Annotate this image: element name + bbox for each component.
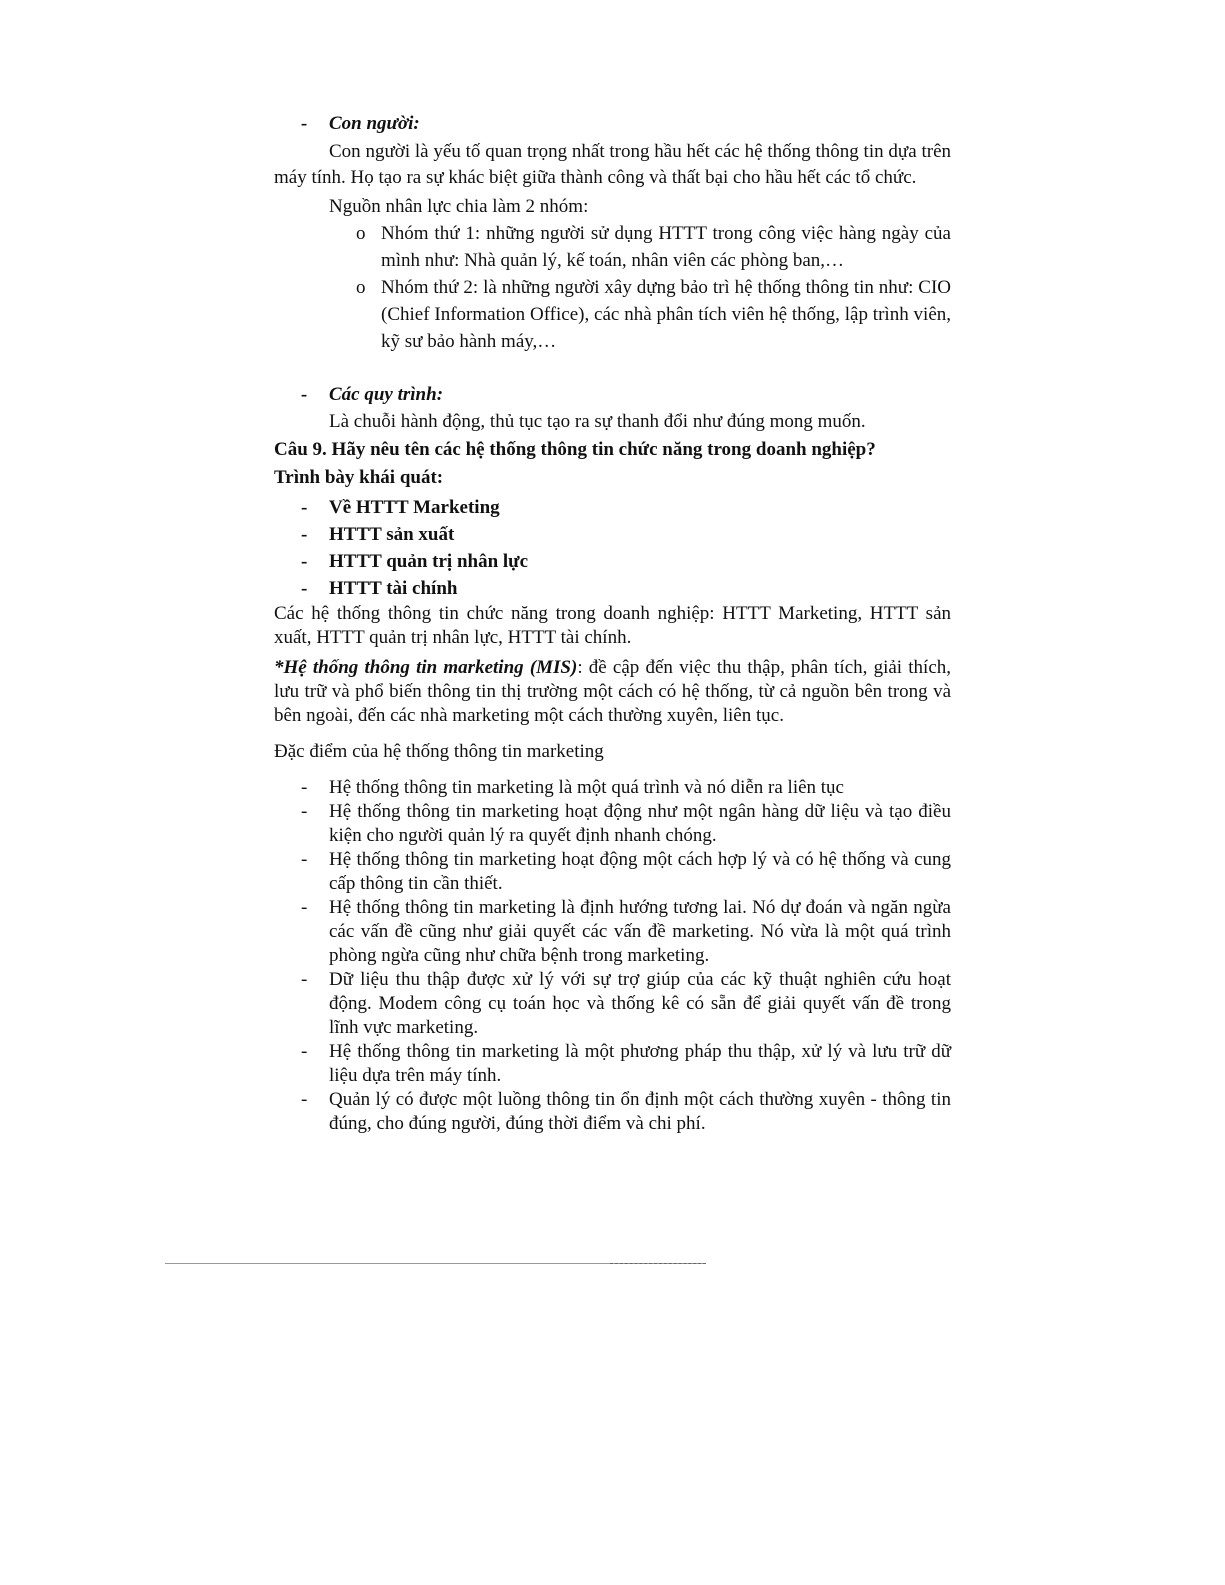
question-9-title: Câu 9. Hãy nêu tên các hệ thống thông tin chức năng trong doanh nghiệp? Trình bày khái quát: bbox=[274, 439, 876, 488]
dash-marker: - bbox=[301, 524, 308, 545]
dash-marker: - bbox=[301, 897, 308, 918]
mis-term: *Hệ thống thông tin marketing (MIS) bbox=[274, 657, 578, 678]
dash-marker: - bbox=[301, 497, 308, 518]
people-group-2-text: Nhóm thứ 2: là những người xây dựng bảo trì hệ thống thông tin như: CIO (Chief Information Office), các nhà phân tích viên hệ thống, lập trình viên, kỹ sư bảo hành máy,… bbox=[381, 277, 951, 352]
people-group-1 bbox=[274, 220, 951, 274]
procedures-heading bbox=[274, 383, 951, 407]
footnote-separator-dashed bbox=[610, 1263, 706, 1264]
list-item bbox=[274, 1040, 951, 1088]
dash-marker: - bbox=[301, 777, 308, 798]
list-item bbox=[274, 521, 951, 548]
list-item bbox=[274, 776, 951, 800]
procedures-paragraph: Là chuỗi hành động, thủ tục tạo ra sự thanh đổi như đúng mong muốn. bbox=[329, 411, 866, 432]
list-item-text: Dữ liệu thu thập được xử lý với sự trợ giúp của các kỹ thuật nghiên cứu hoạt động. Modem công cụ toán học và thống kê có sẵn để giải quyết vấn đề trong lĩnh vực marketing. bbox=[329, 969, 951, 1038]
mis-features-list bbox=[274, 776, 951, 1136]
mis-features-title: Đặc điểm của hệ thống thông tin marketing bbox=[274, 741, 604, 762]
section-mis bbox=[274, 656, 951, 1136]
list-item bbox=[274, 896, 951, 968]
dash-marker: - bbox=[301, 113, 308, 134]
dash-marker: - bbox=[301, 801, 308, 822]
section-people bbox=[274, 112, 951, 355]
circle-bullet-icon: o bbox=[356, 277, 366, 298]
list-item bbox=[274, 968, 951, 1040]
dash-marker: - bbox=[301, 578, 308, 599]
mis-definition-text: : đề cập đến việc thu thập, phân tích, giải thích, lưu trữ và phổ biến thông tin thị trường một cách có hệ thống, từ cả nguồn bên trong và bên ngoài, đến các nhà marketing một cách thường xuyên, liên tục. bbox=[274, 657, 952, 726]
people-group-1-text: Nhóm thứ 1: những người sử dụng HTTT trong công việc hàng ngày của mình như: Nhà quản lý, kế toán, nhân viên các phòng ban,… bbox=[381, 223, 951, 271]
list-item bbox=[274, 575, 951, 602]
list-item-text: Hệ thống thông tin marketing là định hướng tương lai. Nó dự đoán và ngăn ngừa các vấn đề cũng như giải quyết các vấn đề marketing. Nó vừa là một quá trình phòng ngừa cũng như chữa bệnh trong marketing. bbox=[329, 897, 951, 966]
dash-marker: - bbox=[301, 969, 308, 990]
list-item-text: Hệ thống thông tin marketing hoạt động như một ngân hàng dữ liệu và tạo điều kiện cho người quản lý ra quyết định nhanh chóng. bbox=[329, 801, 951, 846]
dash-marker: - bbox=[301, 1089, 308, 1110]
footnote-separator bbox=[165, 1263, 706, 1264]
list-item bbox=[274, 548, 951, 575]
question-9-summary: Các hệ thống thông tin chức năng trong doanh nghiệp: HTTT Marketing, HTTT sản xuất, HTTT quản trị nhân lực, HTTT tài chính. bbox=[274, 603, 951, 648]
people-paragraph: Con người là yếu tố quan trọng nhất trong hầu hết các hệ thống thông tin dựa trên máy tính. Họ tạo ra sự khác biệt giữa thành công và thất bại cho hầu hết các tổ chức. bbox=[274, 141, 951, 188]
list-item bbox=[274, 800, 951, 848]
list-item-text: HTTT tài chính bbox=[329, 578, 458, 599]
list-item-text: HTTT quản trị nhân lực bbox=[329, 551, 529, 572]
list-item-text: Quản lý có được một luồng thông tin ổn định một cách thường xuyên - thông tin đúng, cho đúng người, đúng thời điểm và chi phí. bbox=[329, 1089, 951, 1134]
list-item bbox=[274, 848, 951, 896]
list-item-text: Hệ thống thông tin marketing là một phương pháp thu thập, xử lý và lưu trữ dữ liệu dựa trên máy tính. bbox=[329, 1041, 951, 1086]
question-9-list bbox=[274, 494, 951, 602]
mis-definition bbox=[274, 656, 951, 728]
list-item-text: HTTT sản xuất bbox=[329, 524, 455, 545]
dash-marker: - bbox=[301, 551, 308, 572]
section-procedures bbox=[274, 383, 951, 434]
people-groups-intro: Nguồn nhân lực chia làm 2 nhóm: bbox=[329, 196, 589, 217]
people-group-2 bbox=[274, 274, 951, 355]
procedures-heading-text: Các quy trình: bbox=[329, 384, 444, 405]
dash-marker: - bbox=[301, 1041, 308, 1062]
people-heading-text: Con người: bbox=[329, 113, 420, 134]
list-item-text: Hệ thống thông tin marketing hoạt động một cách hợp lý và có hệ thống và cung cấp thông tin cần thiết. bbox=[329, 849, 951, 894]
list-item bbox=[274, 494, 951, 521]
dash-marker: - bbox=[301, 849, 308, 870]
list-item bbox=[274, 1088, 951, 1136]
dash-marker: - bbox=[301, 384, 308, 405]
list-item-text: Hệ thống thông tin marketing là một quá trình và nó diễn ra liên tục bbox=[329, 777, 844, 798]
circle-bullet-icon: o bbox=[356, 223, 366, 244]
list-item-text: Về HTTT Marketing bbox=[329, 497, 500, 518]
question-9 bbox=[274, 436, 951, 650]
people-heading bbox=[274, 112, 951, 136]
